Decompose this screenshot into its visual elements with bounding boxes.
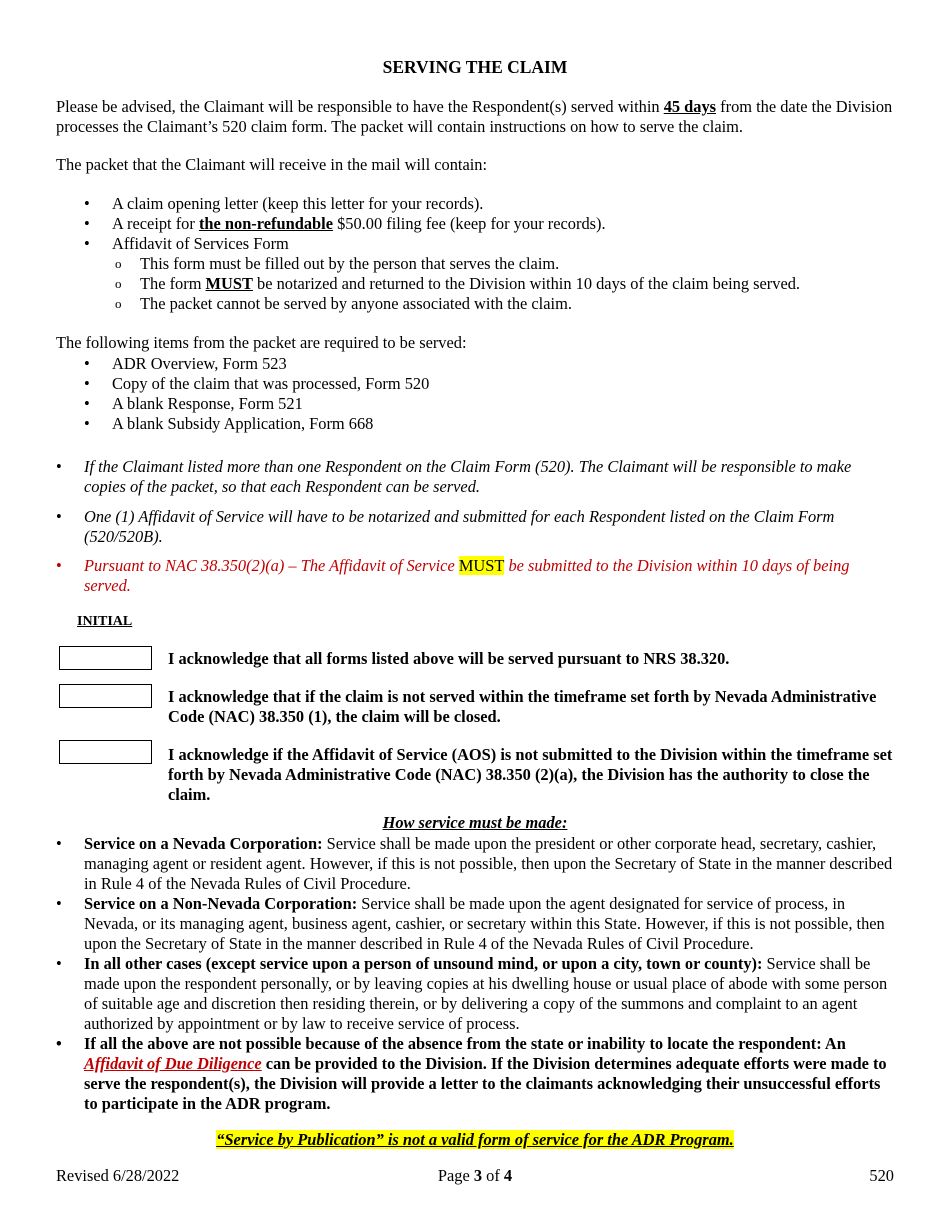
note-nac-deadline: • Pursuant to NAC 38.350(2)(a) – The Affidavit of Service MUST be submitted to the Division within 10 days of being served. <box>56 556 896 596</box>
list-item: • A receipt for the non-refundable $50.00 filing fee (keep for your records). <box>56 214 896 234</box>
note-multiple-respondents: • If the Claimant listed more than one Respondent on the Claim Form (520). The Claimant will be responsible to make copies of the packet, so that each Respondent can be served. <box>56 457 896 497</box>
packet-intro: The packet that the Claimant will receive in the mail will contain: <box>56 155 488 174</box>
served-list <box>56 354 896 434</box>
packet-list <box>56 194 896 314</box>
acknowledgement-2: I acknowledge that if the claim is not served within the timeframe set forth by Nevada Administrative Code (NAC) 38.350 (1), the claim will be closed. <box>168 687 877 726</box>
affidavit-due-diligence-link[interactable]: Affidavit of Due Diligence <box>84 1054 262 1073</box>
note-affidavit-each: • One (1) Affidavit of Service will have to be notarized and submitted for each Respondent listed on the Claim Form (520/520B). <box>56 507 896 547</box>
initial-box-3[interactable] <box>59 740 152 764</box>
list-item: • A blank Subsidy Application, Form 668 <box>56 414 896 434</box>
acknowledgement-3: I acknowledge if the Affidavit of Service (AOS) is not submitted to the Division within the timeframe set forth by Nevada Administrative Code (NAC) 38.350 (2)(a), the Division has the authority to close the claim. <box>168 745 893 804</box>
footer-page-number: Page 3 of 4 <box>437 1166 513 1185</box>
footer-revised: Revised 6/28/2022 <box>56 1166 180 1185</box>
page-title: SERVING THE CLAIM <box>382 57 568 77</box>
served-intro: The following items from the packet are required to be served: <box>56 333 467 352</box>
sub-list-item: o The packet cannot be served by anyone associated with the claim. <box>56 294 896 314</box>
service-nevada-corporation: • Service on a Nevada Corporation: Service shall be made upon the president or other corporate head, secretary, cashier, managing agent or resident agent. However, if this is not possible, then upon the Secretary of State in the manner described in Rule 4 of the Nevada Rules of Civil Procedure. <box>56 834 896 894</box>
publication-notice: “Service by Publication” is not a valid form of service for the ADR Program. <box>216 1130 734 1149</box>
sub-list-item: o The form MUST be notarized and returned to the Division within 10 days of the claim being served. <box>56 274 896 294</box>
initial-label: INITIAL <box>77 614 133 629</box>
deadline-days: 45 days <box>663 97 717 116</box>
initial-box-1[interactable] <box>59 646 152 670</box>
acknowledgement-1: I acknowledge that all forms listed above will be served pursuant to NRS 38.320. <box>168 649 730 668</box>
service-other-cases: • In all other cases (except service upon a person of unsound mind, or upon a city, town or county): Service shall be made upon the respondent personally, or by leaving copies at his dwelling house or usual place of abode with some person of suitable age and discretion then residing therein, or by delivering a copy of the summons and complaint to an agent authorized by appointment or by law to receive service of process. <box>56 954 896 1034</box>
intro-paragraph: Please be advised, the Claimant will be responsible to have the Respondent(s) served within 45 days from the date the Division processes the Claimant’s 520 claim form. The packet will contain instructions on how to serve the claim. <box>56 97 893 136</box>
footer-form-number: 520 <box>869 1166 894 1185</box>
list-item: • Affidavit of Services Form <box>56 234 896 254</box>
list-item: • A blank Response, Form 521 <box>56 394 896 414</box>
how-service-heading: How service must be made: <box>382 813 568 832</box>
initial-box-2[interactable] <box>59 684 152 708</box>
list-item: • A claim opening letter (keep this letter for your records). <box>56 194 896 214</box>
list-item: • Copy of the claim that was processed, Form 520 <box>56 374 896 394</box>
service-due-diligence: • If all the above are not possible because of the absence from the state or inability to locate the respondent: An Affidavit of Due Diligence can be provided to the Division. If the Division determines adequate efforts were made to serve the respondent(s), the Division will provide a letter to the claimants acknowledging their unsuccessful efforts to participate in the ADR program. <box>56 1034 896 1114</box>
service-non-nevada-corporation: • Service on a Non-Nevada Corporation: Service shall be made upon the agent designated for service of process, in Nevada, or its managing agent, business agent, cashier, or secretary within this State. However, if this is not possible, then upon the Secretary of State in the manner described in Rule 4 of the Nevada Rules of Civil Procedure. <box>56 894 896 954</box>
sub-list-item: o This form must be filled out by the person that serves the claim. <box>56 254 896 274</box>
list-item: • ADR Overview, Form 523 <box>56 354 896 374</box>
